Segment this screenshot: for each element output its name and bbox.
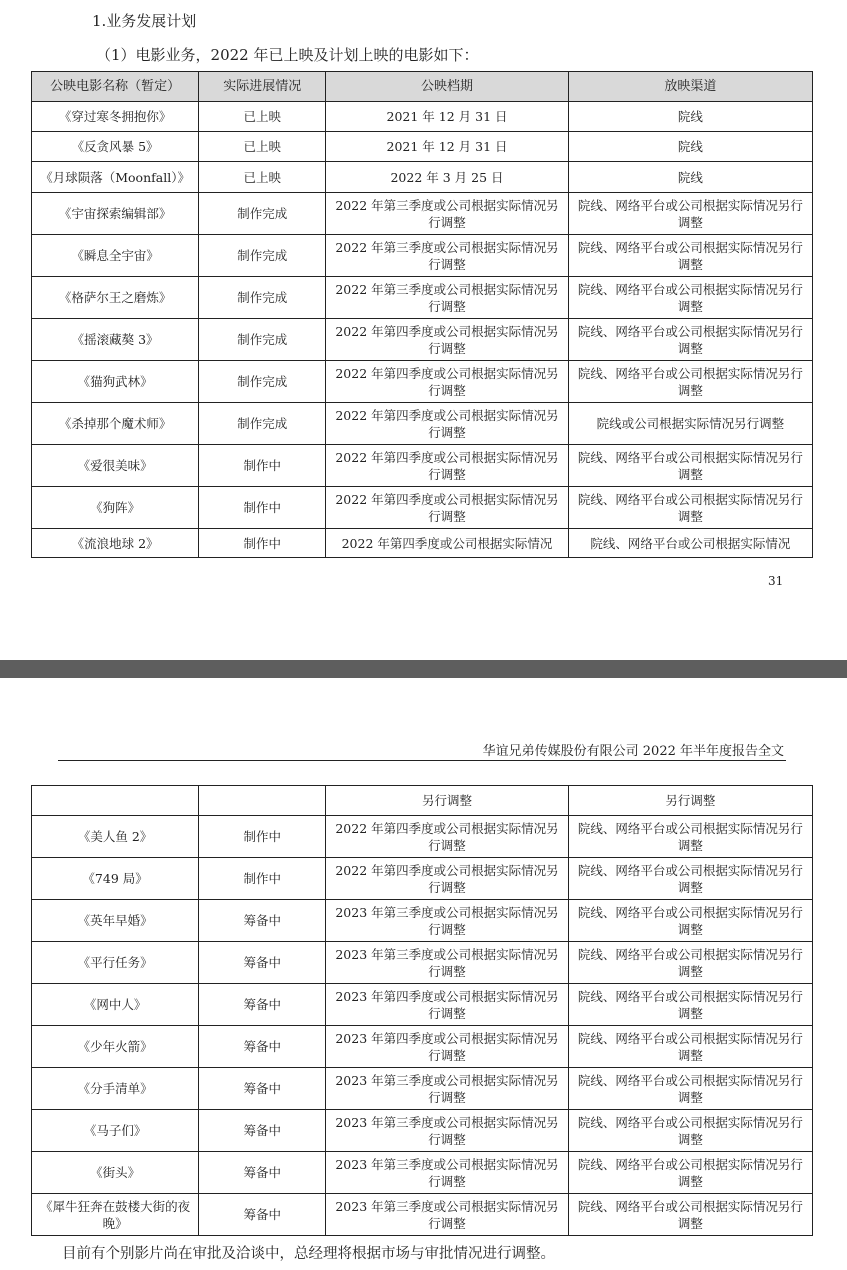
cell-film-name xyxy=(32,786,199,816)
cell-film-name: 《摇滚藏獒 3》 xyxy=(32,319,199,361)
cell-progress: 制作完成 xyxy=(199,277,326,319)
cell-film-name: 《分手清单》 xyxy=(32,1068,199,1110)
section-heading: 1.业务发展计划 xyxy=(92,12,197,30)
cell-film-name: 《月球陨落（Moonfall）》 xyxy=(32,162,199,193)
cell-schedule: 2022 年第四季度或公司根据实际情况另行调整 xyxy=(326,445,568,487)
cell-channel: 院线、网络平台或公司根据实际情况另行调整 xyxy=(568,816,812,858)
cell-schedule: 2023 年第四季度或公司根据实际情况另行调整 xyxy=(326,1026,568,1068)
cell-progress: 筹备中 xyxy=(199,1194,326,1236)
cell-schedule: 2023 年第三季度或公司根据实际情况另行调整 xyxy=(326,1068,568,1110)
cell-progress: 制作完成 xyxy=(199,403,326,445)
page-number: 31 xyxy=(768,574,784,588)
cell-channel: 院线或公司根据实际情况另行调整 xyxy=(568,403,812,445)
cell-channel: 院线、网络平台或公司根据实际情况另行调整 xyxy=(568,858,812,900)
header-channel: 放映渠道 xyxy=(568,72,812,102)
cell-film-name: 《狗阵》 xyxy=(32,487,199,529)
cell-channel: 院线、网络平台或公司根据实际情况另行调整 xyxy=(568,1068,812,1110)
cell-schedule: 2023 年第三季度或公司根据实际情况另行调整 xyxy=(326,1194,568,1236)
cell-schedule: 2022 年第四季度或公司根据实际情况 xyxy=(326,529,568,558)
cell-progress: 制作完成 xyxy=(199,235,326,277)
cell-schedule: 2022 年第四季度或公司根据实际情况另行调整 xyxy=(326,361,568,403)
cell-film-name: 《英年早婚》 xyxy=(32,900,199,942)
cell-channel: 院线、网络平台或公司根据实际情况另行调整 xyxy=(568,1110,812,1152)
cell-film-name: 《穿过寒冬拥抱你》 xyxy=(32,102,199,132)
cell-schedule: 2023 年第三季度或公司根据实际情况另行调整 xyxy=(326,900,568,942)
cell-film-name: 《瞬息全宇宙》 xyxy=(32,235,199,277)
cell-schedule: 2022 年第四季度或公司根据实际情况另行调整 xyxy=(326,487,568,529)
table-row xyxy=(32,942,813,984)
cell-film-name: 《流浪地球 2》 xyxy=(32,529,199,558)
table-row xyxy=(32,1110,813,1152)
film-table-page2 xyxy=(31,785,813,1236)
cell-progress: 筹备中 xyxy=(199,1152,326,1194)
table-row xyxy=(32,786,813,816)
section-intro: （1）电影业务，2022 年已上映及计划上映的电影如下： xyxy=(96,46,479,64)
cell-progress: 筹备中 xyxy=(199,1068,326,1110)
cell-channel: 院线 xyxy=(568,102,812,132)
cell-schedule: 2023 年第三季度或公司根据实际情况另行调整 xyxy=(326,1110,568,1152)
cell-progress: 制作完成 xyxy=(199,361,326,403)
cell-progress: 已上映 xyxy=(199,102,326,132)
table-header-row xyxy=(32,72,813,102)
cell-schedule: 2021 年 12 月 31 日 xyxy=(326,132,568,162)
table-row xyxy=(32,1026,813,1068)
report-header: 华谊兄弟传媒股份有限公司 2022 年半年度报告全文 xyxy=(482,744,784,759)
cell-schedule: 2022 年第四季度或公司根据实际情况另行调整 xyxy=(326,319,568,361)
cell-film-name: 《宇宙探索编辑部》 xyxy=(32,193,199,235)
table-row xyxy=(32,445,813,487)
header-progress: 实际进展情况 xyxy=(199,72,326,102)
page-separator xyxy=(0,660,847,678)
cell-channel: 院线、网络平台或公司根据实际情况另行调整 xyxy=(568,487,812,529)
cell-film-name: 《爱很美味》 xyxy=(32,445,199,487)
table-row xyxy=(32,277,813,319)
cell-progress: 制作完成 xyxy=(199,319,326,361)
cell-film-name: 《马子们》 xyxy=(32,1110,199,1152)
header-rule xyxy=(58,760,786,761)
cell-channel: 院线 xyxy=(568,132,812,162)
cell-film-name: 《749 局》 xyxy=(32,858,199,900)
cell-schedule: 2022 年 3 月 25 日 xyxy=(326,162,568,193)
cell-schedule: 2023 年第四季度或公司根据实际情况另行调整 xyxy=(326,984,568,1026)
cell-channel: 院线、网络平台或公司根据实际情况另行调整 xyxy=(568,1026,812,1068)
cell-schedule: 2023 年第三季度或公司根据实际情况另行调整 xyxy=(326,942,568,984)
cell-film-name: 《格萨尔王之磨炼》 xyxy=(32,277,199,319)
cell-schedule: 2022 年第三季度或公司根据实际情况另行调整 xyxy=(326,193,568,235)
table-row xyxy=(32,1068,813,1110)
cell-progress: 制作中 xyxy=(199,529,326,558)
cell-progress: 制作中 xyxy=(199,487,326,529)
table-row xyxy=(32,529,813,558)
cell-progress: 筹备中 xyxy=(199,1110,326,1152)
cell-channel: 院线、网络平台或公司根据实际情况另行调整 xyxy=(568,984,812,1026)
table-row xyxy=(32,1152,813,1194)
table-row xyxy=(32,1194,813,1236)
cell-progress: 筹备中 xyxy=(199,984,326,1026)
table-row xyxy=(32,900,813,942)
table-row xyxy=(32,403,813,445)
table-row xyxy=(32,816,813,858)
cell-progress: 筹备中 xyxy=(199,900,326,942)
cell-schedule: 2023 年第三季度或公司根据实际情况另行调整 xyxy=(326,1152,568,1194)
cell-progress: 已上映 xyxy=(199,162,326,193)
cell-schedule: 2022 年第四季度或公司根据实际情况另行调整 xyxy=(326,403,568,445)
cell-film-name: 《街头》 xyxy=(32,1152,199,1194)
cell-channel: 院线、网络平台或公司根据实际情况另行调整 xyxy=(568,1194,812,1236)
table-row xyxy=(32,102,813,132)
cell-film-name: 《杀掉那个魔术师》 xyxy=(32,403,199,445)
cell-schedule: 另行调整 xyxy=(326,786,568,816)
cell-channel: 院线、网络平台或公司根据实际情况另行调整 xyxy=(568,942,812,984)
cell-progress: 制作中 xyxy=(199,816,326,858)
table-row xyxy=(32,162,813,193)
table-row xyxy=(32,984,813,1026)
table-row xyxy=(32,235,813,277)
cell-channel: 院线、网络平台或公司根据实际情况另行调整 xyxy=(568,900,812,942)
table-row xyxy=(32,361,813,403)
cell-schedule: 2022 年第三季度或公司根据实际情况另行调整 xyxy=(326,235,568,277)
cell-film-name: 《少年火箭》 xyxy=(32,1026,199,1068)
cell-channel: 院线 xyxy=(568,162,812,193)
cell-schedule: 2022 年第四季度或公司根据实际情况另行调整 xyxy=(326,816,568,858)
cell-progress: 已上映 xyxy=(199,132,326,162)
cell-progress: 制作中 xyxy=(199,858,326,900)
cell-channel: 院线、网络平台或公司根据实际情况另行调整 xyxy=(568,1152,812,1194)
cell-film-name: 《网中人》 xyxy=(32,984,199,1026)
cell-channel: 院线、网络平台或公司根据实际情况 xyxy=(568,529,812,558)
table-row xyxy=(32,319,813,361)
header-release-schedule: 公映档期 xyxy=(326,72,568,102)
header-film-name: 公映电影名称（暂定） xyxy=(32,72,199,102)
cell-progress: 筹备中 xyxy=(199,942,326,984)
table-row xyxy=(32,858,813,900)
cell-channel: 院线、网络平台或公司根据实际情况另行调整 xyxy=(568,235,812,277)
footer-note: 目前有个别影片尚在审批及洽谈中，总经理将根据市场与审批情况进行调整。 xyxy=(62,1246,555,1262)
table-row xyxy=(32,132,813,162)
cell-film-name: 《犀牛狂奔在鼓楼大街的夜晚》 xyxy=(32,1194,199,1236)
cell-channel: 另行调整 xyxy=(568,786,812,816)
cell-channel: 院线、网络平台或公司根据实际情况另行调整 xyxy=(568,445,812,487)
cell-channel: 院线、网络平台或公司根据实际情况另行调整 xyxy=(568,193,812,235)
table-row xyxy=(32,487,813,529)
film-table-page1 xyxy=(31,71,813,558)
cell-progress: 制作完成 xyxy=(199,193,326,235)
cell-film-name: 《猫狗武林》 xyxy=(32,361,199,403)
cell-schedule: 2022 年第三季度或公司根据实际情况另行调整 xyxy=(326,277,568,319)
cell-progress xyxy=(199,786,326,816)
cell-progress: 筹备中 xyxy=(199,1026,326,1068)
cell-progress: 制作中 xyxy=(199,445,326,487)
cell-film-name: 《美人鱼 2》 xyxy=(32,816,199,858)
cell-channel: 院线、网络平台或公司根据实际情况另行调整 xyxy=(568,277,812,319)
cell-film-name: 《平行任务》 xyxy=(32,942,199,984)
cell-channel: 院线、网络平台或公司根据实际情况另行调整 xyxy=(568,319,812,361)
cell-film-name: 《反贪风暴 5》 xyxy=(32,132,199,162)
cell-channel: 院线、网络平台或公司根据实际情况另行调整 xyxy=(568,361,812,403)
table-row xyxy=(32,193,813,235)
cell-schedule: 2022 年第四季度或公司根据实际情况另行调整 xyxy=(326,858,568,900)
cell-schedule: 2021 年 12 月 31 日 xyxy=(326,102,568,132)
